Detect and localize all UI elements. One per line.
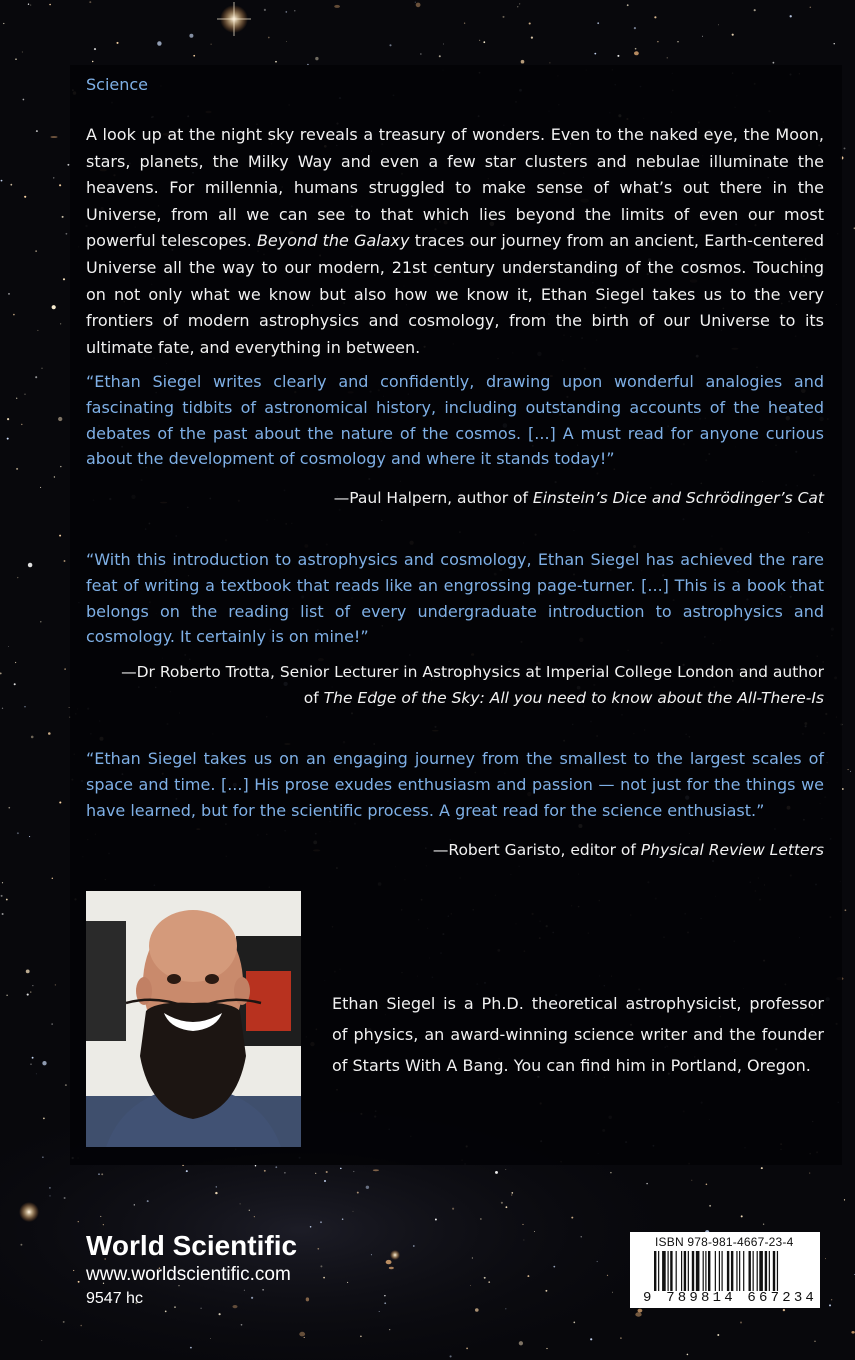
author-photo bbox=[86, 891, 301, 1147]
barcode-bars bbox=[652, 1251, 816, 1291]
barcode-digits: 9 789814 667234 bbox=[643, 1290, 818, 1306]
attribution-3-work: Physical Review Letters bbox=[640, 841, 824, 859]
description-part-2: traces our journey from an ancient, Earth-centered Universe all the way to our modern, 21st century understanding of the cosmos. Touching on not only what we know but also how we know it, Ethan Siegel takes us to the very frontiers of modern astrophysics and cosmology, from the birth of our Universe to its ultimate fate, and everything in between. bbox=[86, 231, 825, 357]
attribution-3-text: —Robert Garisto, editor of bbox=[432, 841, 641, 859]
review-attribution-3 bbox=[124, 838, 824, 864]
review-attribution-2 bbox=[104, 660, 824, 711]
description-part-1: A look up at the night sky reveals a treasury of wonders. Even to the naked eye, the Moon, stars, planets, the Milky Way and even a few star clusters and nebulae illuminate the heavens. For millennia, humans struggled to make sense of what’s out there in the Universe, from all we can see to that which lies beyond the limits of even our most powerful telescopes. bbox=[86, 125, 824, 251]
attribution-2-work: The Edge of the Sky: All you need to know about the All-There-Is bbox=[323, 688, 824, 707]
review-quote-1: “Ethan Siegel writes clearly and confidently, drawing upon wonderful analogies and fascinating tidbits of astronomical history, including outstanding accounts of the heated debates of the past about the nature of the cosmos. [...] A must read for anyone curious about the development of cosmology and where it stands today!” bbox=[86, 372, 824, 469]
attribution-2-text: —Dr Roberto Trotta, Senior Lecturer in Astrophysics at Imperial College London and author of bbox=[121, 663, 824, 707]
publisher-name: World Scientific bbox=[86, 1230, 298, 1261]
isbn-label: ISBN 978-981-4667-23-4 bbox=[655, 1235, 794, 1249]
category-label: Science bbox=[86, 75, 149, 94]
review-attribution-1 bbox=[124, 486, 824, 512]
publisher-website: www.worldscientific.com bbox=[86, 1264, 291, 1285]
author-bio: Ethan Siegel is a Ph.D. theoretical astrophysicist, professor of physics, an award-winning science writer and the founder of Starts With A Bang. You can find him in Portland, Oregon. bbox=[332, 994, 824, 1075]
review-quote-3: “Ethan Siegel takes us on an engaging journey from the smallest to the largest scales of space and time. [...] His prose exudes enthusiasm and passion — not just for the things we have learned, but for the scientific process. A great read for the science enthusiast.” bbox=[86, 749, 824, 820]
book-description bbox=[86, 122, 824, 361]
book-title-italic: Beyond the Galaxy bbox=[256, 231, 410, 251]
attribution-1-text: —Paul Halpern, author of bbox=[333, 489, 533, 507]
catalog-code: 9547 hc bbox=[86, 1290, 143, 1307]
review-quote-2: “With this introduction to astrophysics and cosmology, Ethan Siegel has achieved the rare feat of writing a textbook that reads like an engrossing page-turner. [...] This is a book that belongs on the reading list of every undergraduate introduction to astrophysics and cosmology. It certainly is on mine!” bbox=[86, 550, 824, 647]
attribution-1-work: Einstein’s Dice and Schrödinger’s Cat bbox=[532, 489, 824, 507]
